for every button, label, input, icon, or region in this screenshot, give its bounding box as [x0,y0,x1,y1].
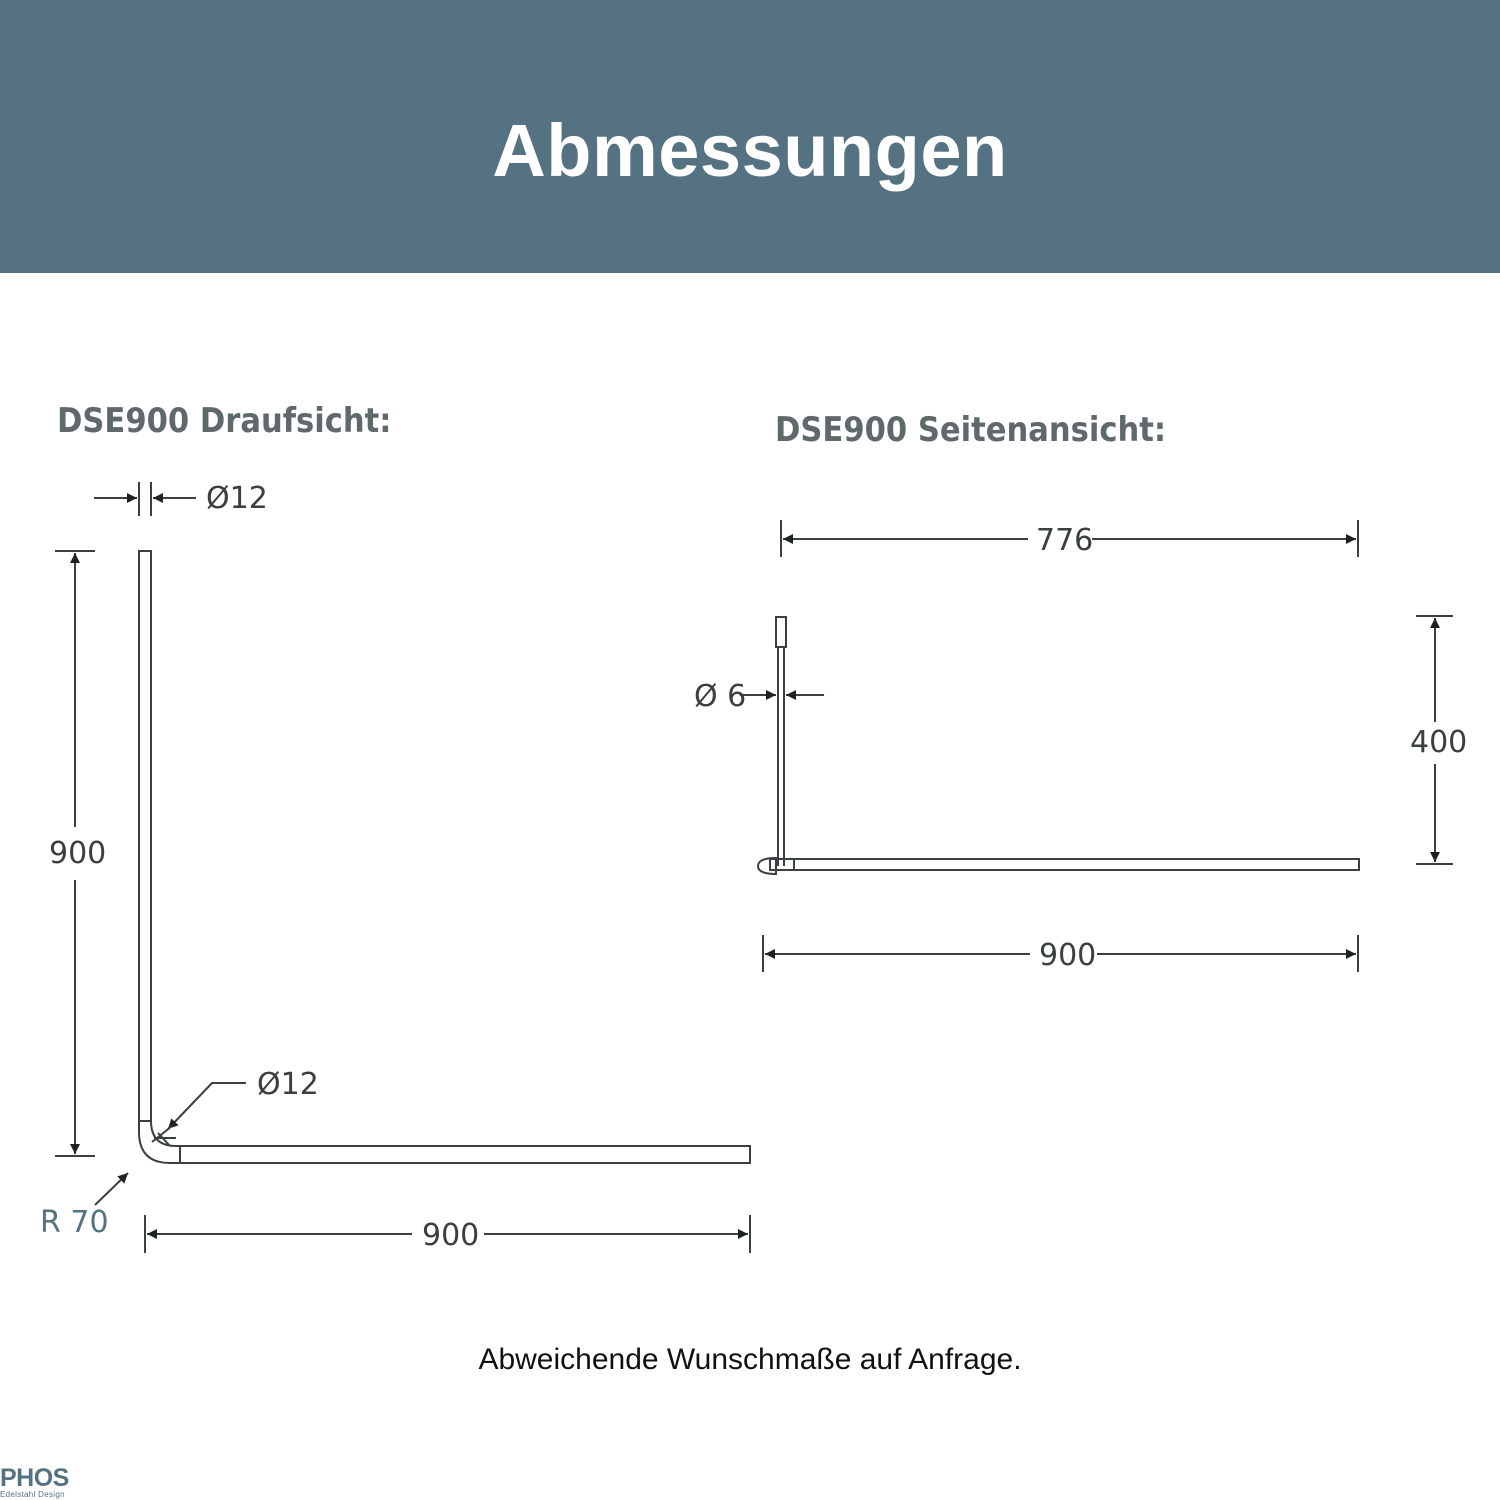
side-view-bar [770,859,1359,870]
page-title: Abmessungen [492,109,1008,192]
footnote: Abweichende Wunschmaße auf Anfrage. [478,1343,1022,1376]
corner-diameter-leader [168,1083,246,1129]
width-label: 900 [422,1218,480,1253]
radius-leader [95,1173,128,1205]
side-view-rod-cap [776,617,786,647]
logo-tagline: Edelstahl Design [0,1490,65,1499]
corner-diameter-label: Ø12 [257,1067,319,1102]
top-view-bar-outline [139,551,750,1163]
radius-label: R 70 [40,1205,109,1240]
height-label: 900 [49,836,107,871]
side-view-drawing [740,520,1453,972]
top-view-drawing [55,482,750,1253]
brand-logo [0,1466,80,1499]
top-width-label: 776 [1036,523,1094,558]
corner-diameter-symbol [152,1126,172,1142]
top-diameter-label: Ø12 [206,481,268,516]
side-height-label: 400 [1410,725,1468,760]
bottom-width-label: 900 [1039,938,1097,973]
side-view-bar-end [758,858,776,874]
top-view-title: DSE900 Draufsicht: [57,401,392,441]
logo-mark: PHOS [0,1464,69,1492]
side-diameter-label: Ø 6 [694,679,747,714]
side-view-title: DSE900 Seitenansicht: [775,410,1167,450]
